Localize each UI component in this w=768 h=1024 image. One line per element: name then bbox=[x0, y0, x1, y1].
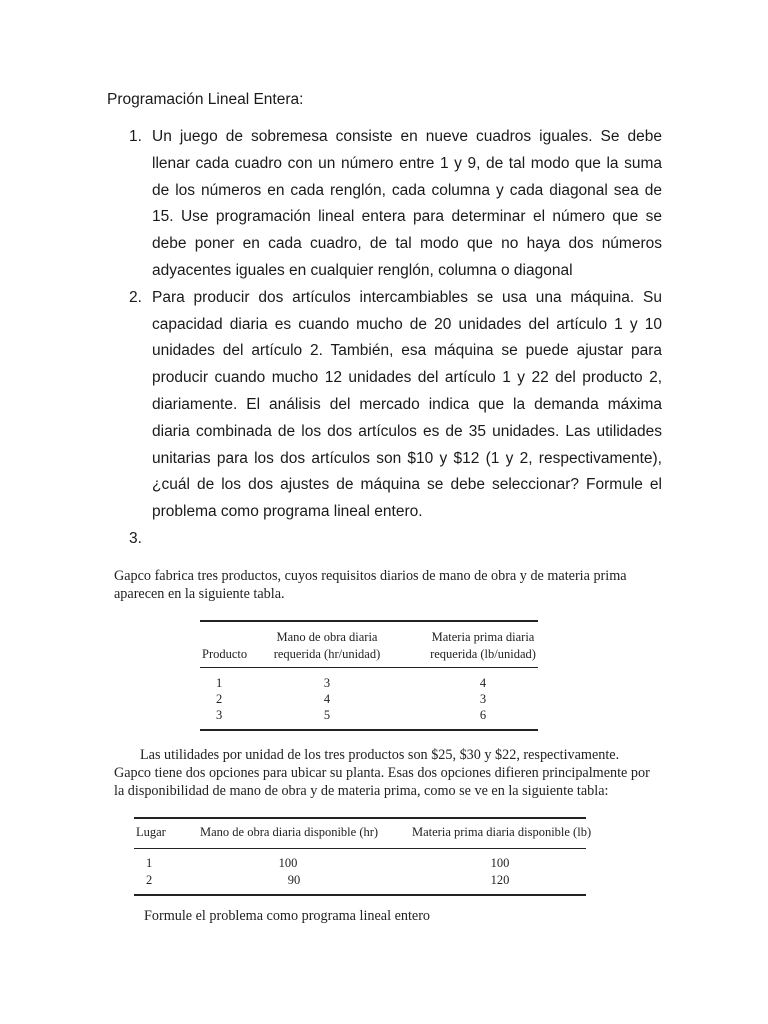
table2-row2-lugar: 2 bbox=[146, 873, 153, 887]
problem3-closing: Formule el problema como programa lineal entero bbox=[144, 908, 431, 924]
table1-row1-materia: 4 bbox=[479, 676, 487, 690]
problem-text: Un juego de sobremesa consiste en nueve cuadros iguales. Se debe llenar cada cuadro con un número entre 1 y 9, de tal modo que la suma de los números en cada renglón, cada columna y cada diagonal sea de 15. Use programación lineal entera para determinar el número que se debe poner en cada cuadro, de tal modo que no haya dos números adyacentes iguales en cualquier renglón, columna o diagonal bbox=[152, 128, 662, 279]
table2-row2-materia: 120 bbox=[490, 873, 510, 887]
problem3-middle: Las utilidades por unidad de los tres productos son $25, $30 y $22, respectivamente. Gapco tiene dos opciones para ubicar su planta. Esas dos opciones difieren principalmente por la disponibilidad de mano de obra y de materia prima, como se ve en la siguiente tabla: bbox=[114, 747, 650, 799]
table2-header-lugar: Lugar bbox=[136, 825, 166, 839]
problem-number: 1. bbox=[129, 128, 142, 145]
table2-row1-lugar: 1 bbox=[146, 856, 153, 870]
table1-bottom-rule bbox=[200, 729, 538, 731]
table1-header-rule bbox=[200, 667, 538, 668]
table1-row2-producto: 2 bbox=[216, 692, 223, 706]
problem-3 bbox=[0, 526, 662, 553]
problem-list bbox=[0, 124, 768, 553]
problem-2 bbox=[0, 285, 662, 526]
problem-text bbox=[152, 530, 156, 547]
table1-row2-materia: 3 bbox=[479, 692, 487, 706]
table1-header-mano-1: Mano de obra diaria bbox=[276, 630, 378, 644]
table1-row3-materia: 6 bbox=[479, 708, 487, 722]
table1-row1-mano: 3 bbox=[323, 676, 331, 690]
problem-number: 2. bbox=[129, 288, 142, 306]
table1-header-materia-2: requerida (lb/unidad) bbox=[430, 647, 536, 661]
problem-1 bbox=[0, 124, 662, 285]
table1-top-rule bbox=[200, 620, 538, 622]
table1-row3-mano: 5 bbox=[323, 708, 331, 722]
problem3-intro: Gapco fabrica tres productos, cuyos requisitos diarios de mano de obra y de materia prima aparecen en la siguiente tabla. bbox=[114, 568, 627, 602]
table1-row2-mano: 4 bbox=[323, 692, 331, 706]
table1-header-producto: Producto bbox=[202, 647, 248, 661]
table1-header-mano-2: requerida (hr/unidad) bbox=[273, 647, 381, 661]
document-title: Programación Lineal Entera: bbox=[107, 91, 304, 108]
table2-header-rule bbox=[134, 848, 586, 849]
table2-header-mano: Mano de obra diaria disponible (hr) bbox=[200, 825, 379, 839]
table1-header-materia-1: Materia prima diaria bbox=[431, 630, 535, 644]
table2-row1-mano: 100 bbox=[278, 856, 298, 870]
table2-top-rule bbox=[134, 817, 586, 819]
table2-row2-mano: 90 bbox=[287, 873, 301, 887]
table2-row1-materia: 100 bbox=[490, 856, 510, 870]
problem-text: Para producir dos artículos intercambiables se usa una máquina. Su capacidad diaria es cuando mucho de 20 unidades del artículo 1 y 10 unidades del artículo 2. También, esa máquina se puede ajustar para producir cuando mucho 12 unidades del artículo 1 y 22 del producto 2, diariamente. El análisis del mercado indica que la demanda máxima diaria combinada de los dos artículos es de 35 unidades. Las utilidades unitarias para los dos artículos son $10 y $12 (1 y 2, respectivamente), ¿cuál de los dos ajustes de máquina se debe seleccionar? Formule el problema como programa lineal entero. bbox=[152, 288, 662, 521]
table2-header-materia: Materia prima diaria disponible (lb) bbox=[412, 825, 592, 839]
problem-number: 3. bbox=[129, 529, 142, 547]
table1-row1-producto: 1 bbox=[216, 676, 223, 690]
table1-row3-producto: 3 bbox=[216, 708, 223, 722]
table2-bottom-rule bbox=[134, 894, 586, 896]
